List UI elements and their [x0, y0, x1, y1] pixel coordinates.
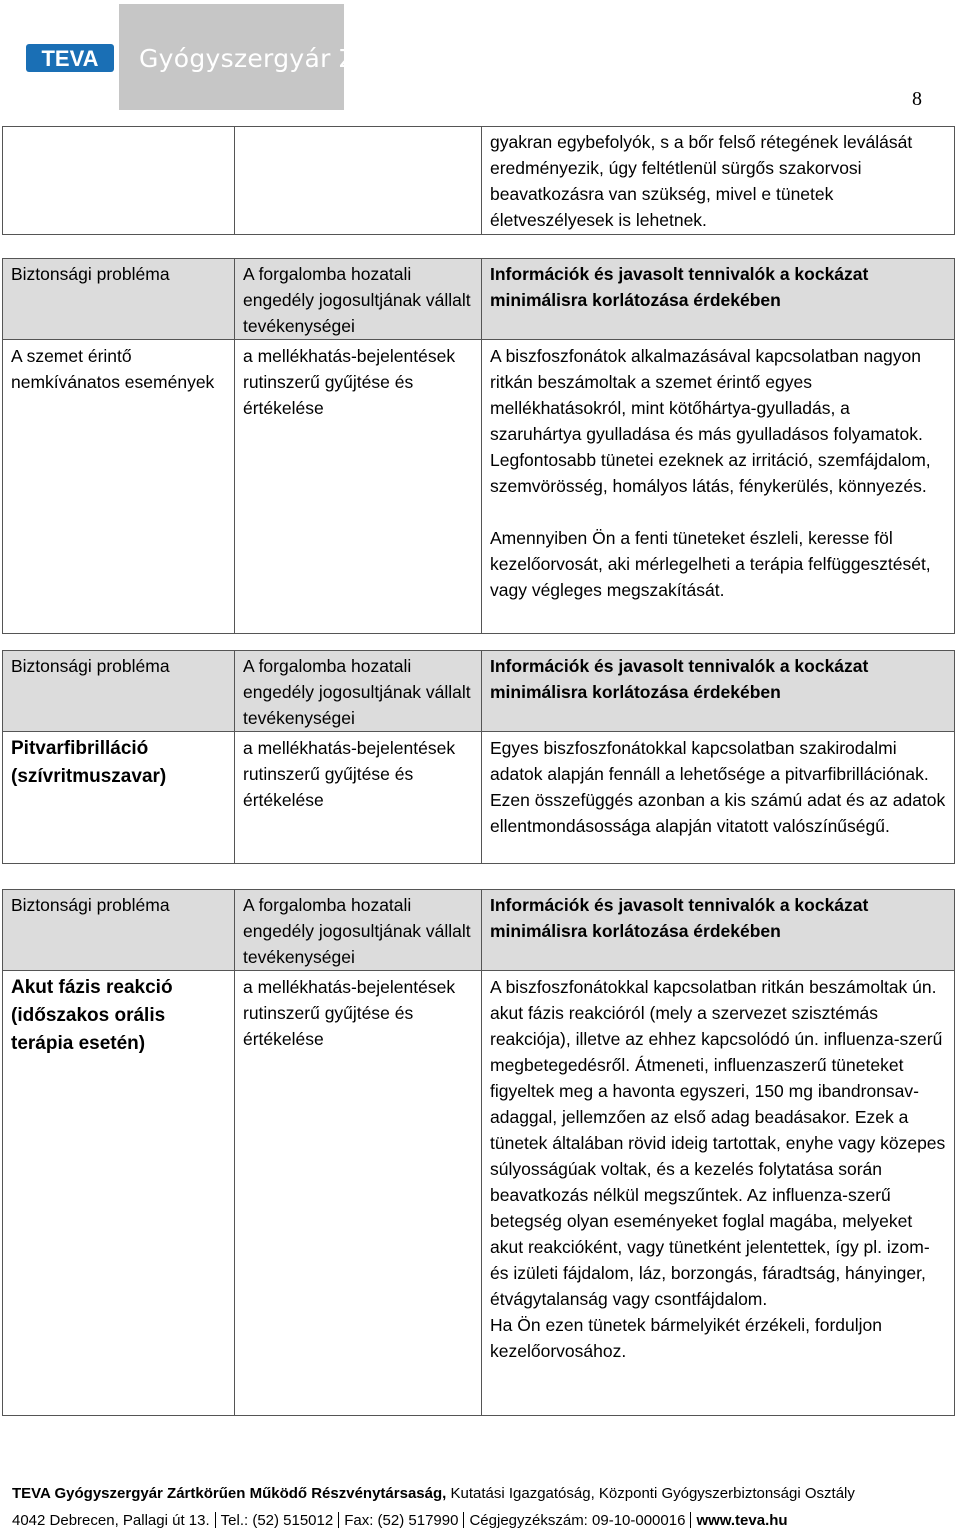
header-activity: A forgalomba hozatali engedély jogosultjának vállalt tevékenységei — [243, 656, 471, 728]
activity-cell — [235, 340, 482, 634]
info-eye-paragraph-1: A biszfoszfonátok alkalmazásával kapcsolatban nagyon ritkán beszámoltak a szemet érintő egyes mellékhatásokról, mint kötőhártya-gyulladás, a szaruhártya gyulladása és más gyulladásos folyamatok. Legfontosabb tünetei ezeknek az irritáció, szemfájdalom, szemvörösség, homályos látás, fénykerülés, könnyezés. — [490, 346, 931, 496]
problem-eye: A szemet érintő nemkívánatos események — [11, 346, 215, 392]
continuation-table — [2, 126, 955, 235]
continuation-cell — [482, 127, 955, 235]
info-cell — [482, 971, 955, 1416]
activity-eye: a mellékhatás-bejelentések rutinszerű gyűjtése és értékelése — [243, 346, 456, 418]
safety-table-afib — [2, 650, 955, 864]
info-acute-paragraph-1: A biszfoszfonátokkal kapcsolatban ritkán beszámoltak ún. akut fázis reakcióról (mely a szervezet szisztémás reakciója), illetve az ehhez kapcsolódó ún. influenza-szerű megbetegedésről. Átmeneti, influenzaszerű tüneteket figyeltek meg a havonta egyszeri, 150 mg ibandronsav-adaggal, jellemzően az első adag beadásakor. Ezek a tünetek általában rövid ideig tartottak, enyhe vagy közepes súlyosságúak voltak, és a kezelés folytatása során beavatkozás nélkül megszűntek. Az influenza-szerű betegség olyan eseményeket foglal magába, melyeket akut reakcióként, vagy tünetként jelentettek, így pl. izom- és izületi fájdalom, láz, borzongás, fáradtság, hányinger, étvágytalanság vagy csontfájdalom. — [490, 977, 946, 1309]
activity-acute-phase: a mellékhatás-bejelentések rutinszerű gyűjtése és értékelése — [243, 977, 456, 1049]
header-problem-cell — [3, 651, 235, 732]
activity-cell — [235, 732, 482, 864]
activity-afib: a mellékhatás-bejelentések rutinszerű gyűjtése és értékelése — [243, 738, 456, 810]
header-problem: Biztonsági probléma — [11, 895, 170, 915]
logo-subtitle: Gyógyszergyár Zrt. — [139, 44, 386, 73]
header-problem-cell — [3, 890, 235, 971]
header-info-cell — [482, 890, 955, 971]
info-cell — [482, 340, 955, 634]
safety-table-eye — [2, 258, 955, 634]
problem-acute-phase: Akut fázis reakció (időszakos orális terápia esetén) — [11, 977, 173, 1054]
activity-cell — [235, 971, 482, 1416]
footer-registry: Cégjegyzékszám: 09-10-000016 — [469, 1512, 686, 1529]
footer-department: Kutatási Igazgatóság, Központi Gyógyszerbiztonsági Osztály — [450, 1485, 855, 1502]
header-activity-cell — [235, 651, 482, 732]
problem-cell — [3, 732, 235, 864]
header-problem: Biztonsági probléma — [11, 656, 170, 676]
footer-website-link[interactable]: www.teva.hu — [696, 1512, 788, 1529]
teva-logo-icon — [26, 44, 114, 72]
footer-fax: Fax: (52) 517990 — [344, 1512, 459, 1529]
info-acute-paragraph-2: Ha Ön ezen tünetek bármelyikét érzékeli, forduljon kezelőorvosához. — [490, 1315, 883, 1361]
header-info: Információk és javasolt tennivalók a kockázat minimálisra korlátozása érdekében — [490, 264, 869, 310]
page-footer — [12, 1480, 855, 1534]
continuation-empty-cell-1 — [3, 127, 235, 235]
header-activity: A forgalomba hozatali engedély jogosultjának vállalt tevékenységei — [243, 895, 471, 967]
header-activity-cell — [235, 890, 482, 971]
header-info: Információk és javasolt tennivalók a kockázat minimálisra korlátozása érdekében — [490, 656, 869, 702]
safety-table-acute-phase — [2, 889, 955, 1416]
footer-tel: Tel.: (52) 515012 — [220, 1512, 334, 1529]
info-eye-paragraph-2: Amennyiben Ön a fenti tüneteket észleli, keresse föl kezelőorvosát, aki mérlegelheti a terápia felfüggesztését, vagy végleges megszakítását. — [490, 528, 931, 600]
header-info: Információk és javasolt tennivalók a kockázat minimálisra korlátozása érdekében — [490, 895, 869, 941]
info-cell — [482, 732, 955, 864]
header-activity-cell — [235, 259, 482, 340]
continuation-empty-cell-2 — [235, 127, 482, 235]
footer-line-2 — [12, 1507, 855, 1534]
header-info-cell — [482, 651, 955, 732]
footer-address: 4042 Debrecen, Pallagi út 13. — [12, 1512, 210, 1529]
company-logo — [10, 4, 386, 110]
info-afib: Egyes biszfoszfonátokkal kapcsolatban szakirodalmi adatok alapján fennáll a lehetősége a pitvarfibrillációnak. Ezen összefüggés azonban a kis számú adat és az adatok ellentmondásossága alapján vitatott valószínűségű. — [490, 738, 946, 836]
problem-cell — [3, 340, 235, 634]
header-problem: Biztonsági probléma — [11, 264, 170, 284]
header-activity: A forgalomba hozatali engedély jogosultjának vállalt tevékenységei — [243, 264, 471, 336]
footer-company: TEVA Gyógyszergyár Zártkörűen Működő Részvénytársaság, — [12, 1485, 447, 1502]
continuation-text: gyakran egybefolyók, s a bőr felső rétegének leválását eredményezik, úgy feltétlenül sürgős szakorvosi beavatkozásra van szükség, mivel e tünetek életveszélyesek is lehetnek. — [490, 132, 913, 230]
page-number: 8 — [912, 88, 922, 110]
footer-line-1 — [12, 1480, 855, 1507]
header-info-cell — [482, 259, 955, 340]
problem-cell — [3, 971, 235, 1416]
header-problem-cell — [3, 259, 235, 340]
logo-mark-background — [10, 4, 119, 110]
problem-afib: Pitvarfibrilláció (szívritmuszavar) — [11, 738, 167, 787]
logo-text: TEVA — [41, 46, 99, 71]
